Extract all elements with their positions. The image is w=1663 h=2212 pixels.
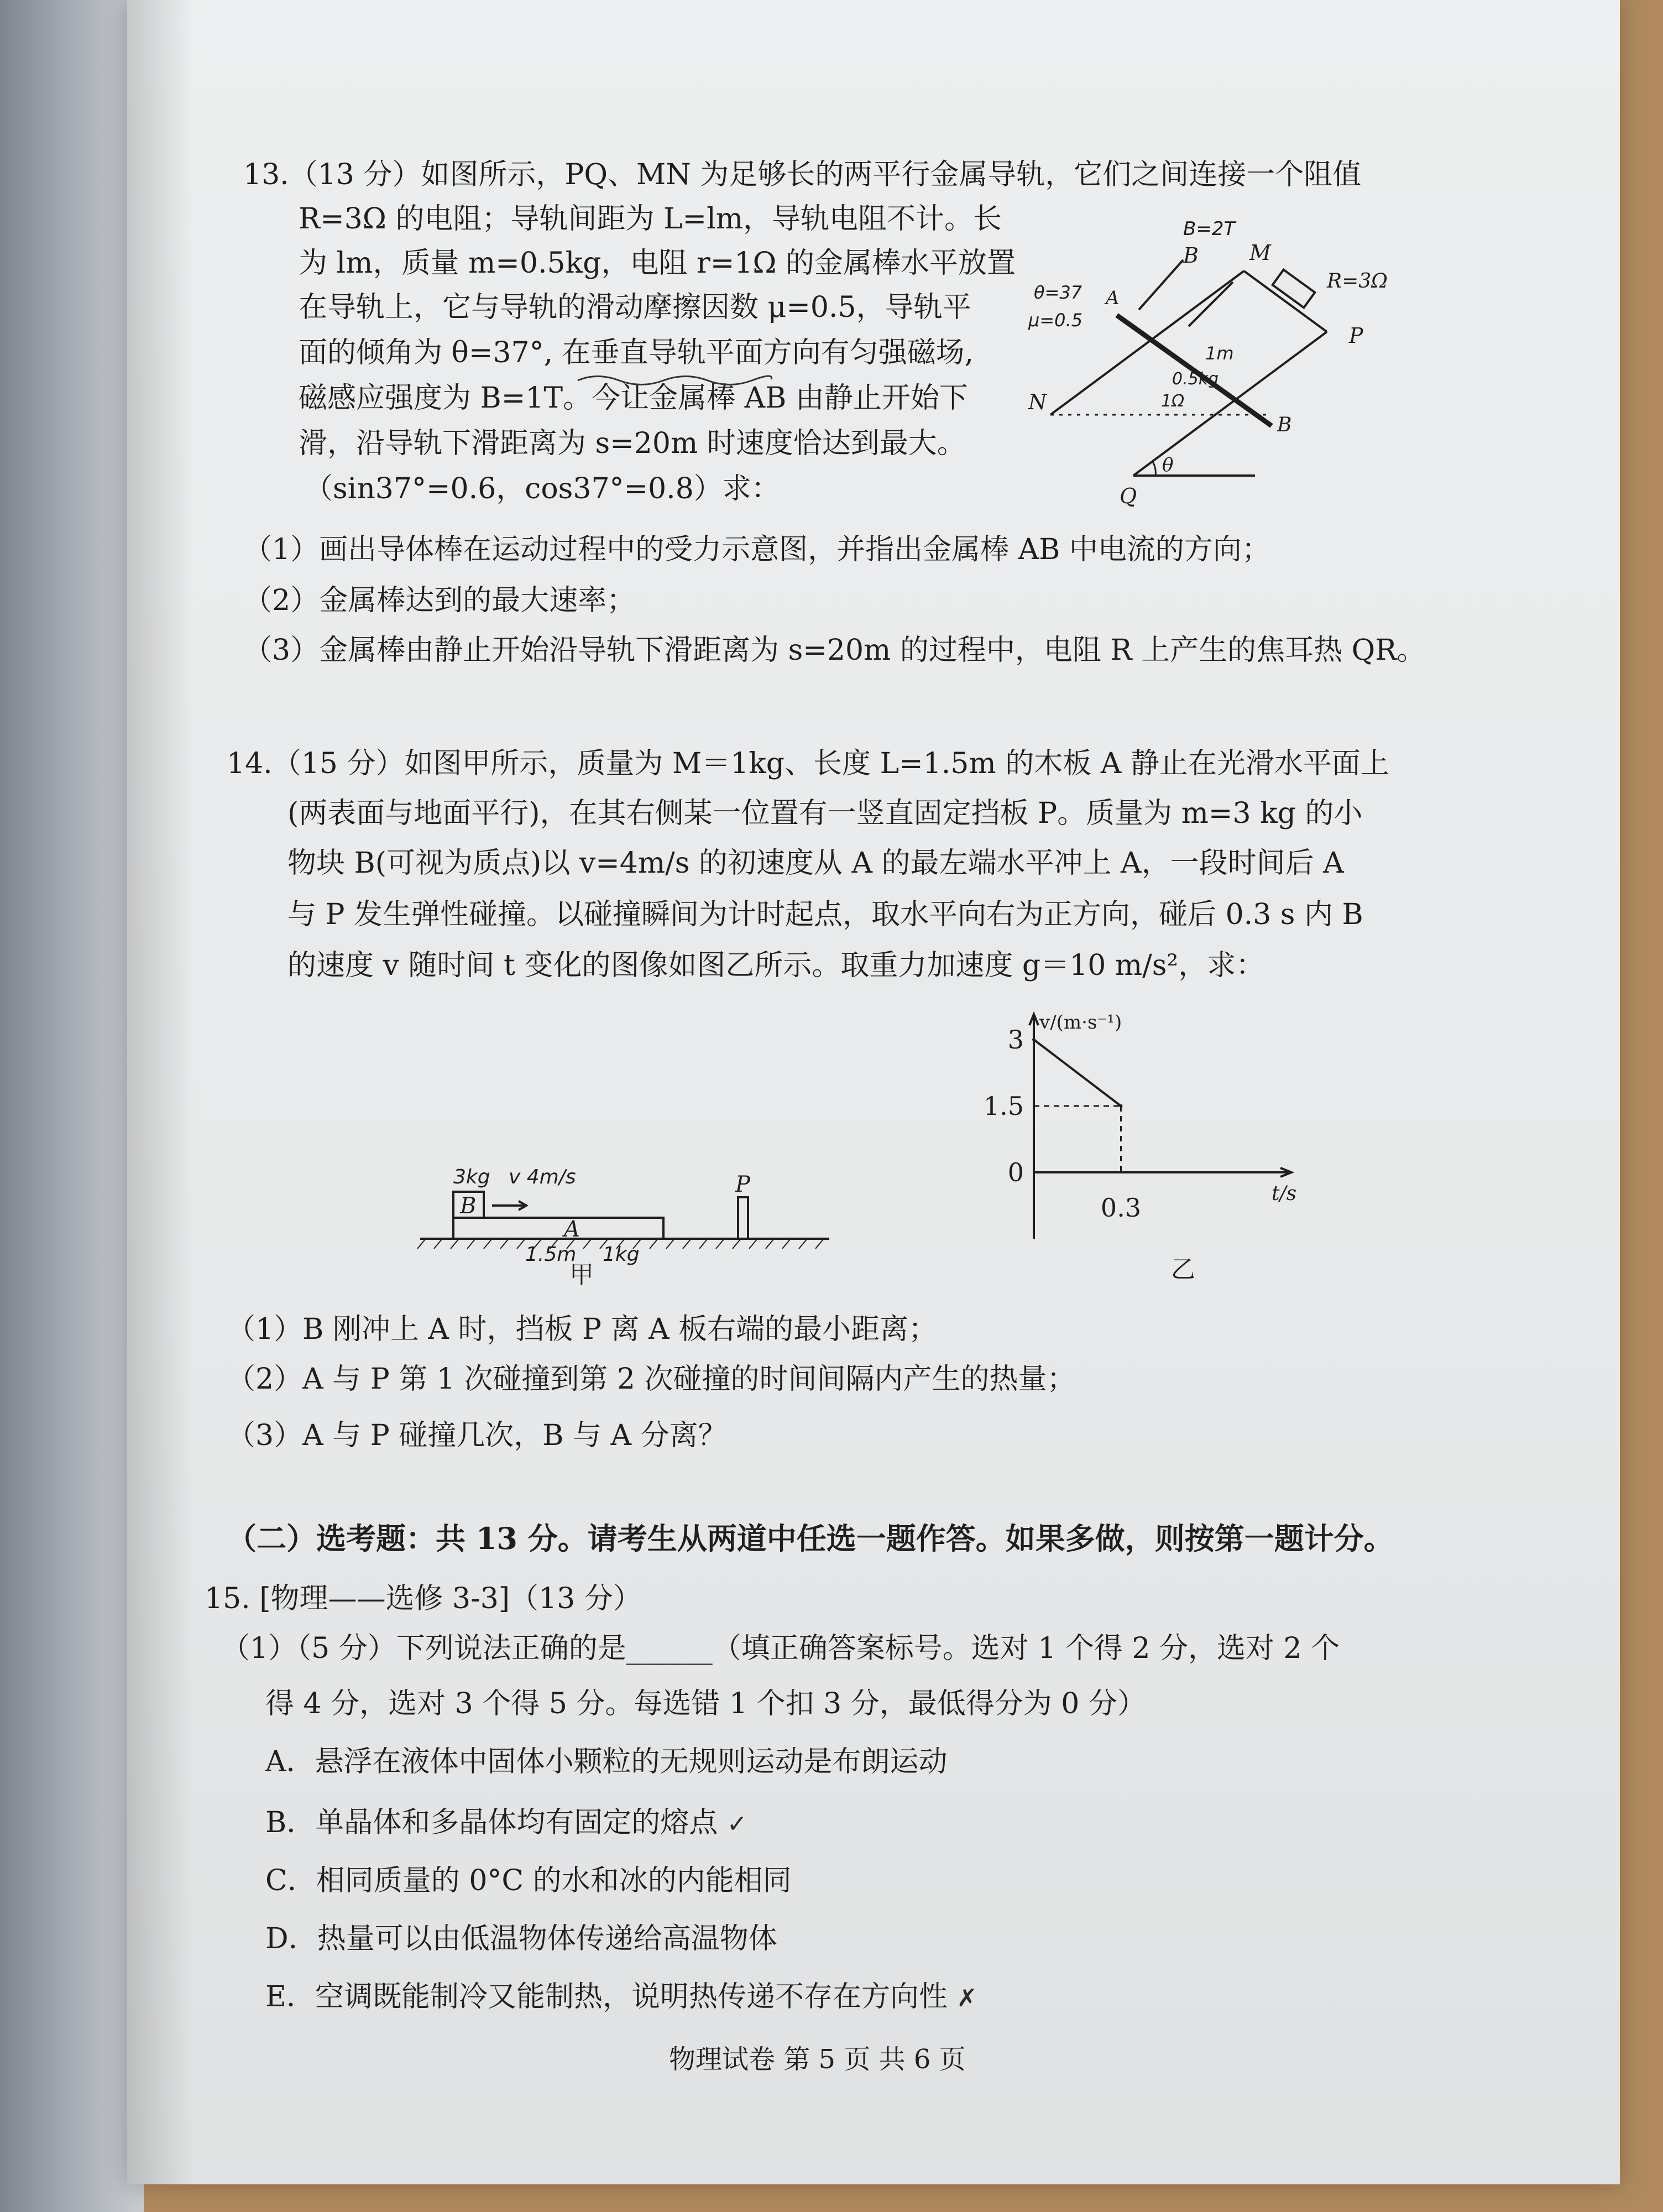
handwritten-underline — [575, 369, 774, 392]
label-r: R=3Ω — [1327, 270, 1388, 293]
y-tick-label: 0 — [1007, 1157, 1024, 1187]
q14-figure-yi-chart — [962, 995, 1349, 1305]
note-length: 1m — [1205, 343, 1234, 364]
board-a — [453, 1218, 663, 1239]
note-mu-value: μ=0.5 — [1028, 310, 1083, 331]
data-point — [1032, 1038, 1036, 1041]
q13-line3: 为 lm，质量 m=0.5kg，电阻 r=1Ω 的金属棒水平放置 — [299, 247, 1016, 280]
label-a: A — [564, 1217, 580, 1242]
resistor-R — [1273, 270, 1315, 308]
caption-yi: 乙 — [1171, 1255, 1195, 1284]
x-tick-label: 0.3 — [1100, 1193, 1142, 1223]
label-p: P — [1349, 324, 1363, 348]
q14-line5: 的速度 v 随时间 t 变化的图像如图乙所示。取重力加速度 g＝10 m/s²，求： — [287, 949, 1265, 982]
q15-1-line1: （1）（5 分）下列说法正确的是______（填正确答案标号。选对 1 个得 2 分，选对 2 个 — [221, 1632, 1340, 1665]
note-r: 1Ω — [1161, 392, 1185, 411]
q14-sub1: （1）B 刚冲上 A 时，挡板 P 离 A 板右端的最小距离； — [227, 1313, 938, 1346]
y-tick-label: 3 — [1007, 1025, 1024, 1055]
note-velocity: v 4m/s — [509, 1166, 576, 1188]
caption-jia: 甲 — [569, 1261, 594, 1289]
q13-line8: （sin37°=0.6，cos37°=0.8）求： — [304, 472, 780, 505]
option-e-text: E．空调既能制冷又能制热，说明热传递不存在方向性 — [265, 1980, 948, 2013]
q13-line1: 13.（13 分）如图所示，PQ、MN 为足够长的两平行金属导轨，它们之间连接一个阻值 — [243, 158, 1362, 191]
label-b-end: B — [1277, 414, 1292, 436]
label-a: A — [1106, 287, 1120, 309]
section2-heading: （二）选考题：共 13 分。请考生从两道中任选一题作答。如果多做，则按第一题计分。 — [227, 1521, 1394, 1556]
q14-sub2: （2）A 与 P 第 1 次碰撞到第 2 次碰撞的时间间隔内产生的热量； — [227, 1363, 1076, 1396]
note-theta-value: θ=37 — [1034, 282, 1082, 303]
label-theta: θ — [1162, 454, 1174, 476]
data-point — [1120, 1104, 1123, 1108]
q13-line4: 在导轨上，它与导轨的滑动摩擦因数 μ=0.5，导轨平 — [299, 291, 971, 324]
binding-fold — [0, 0, 144, 2212]
paper-shadow — [127, 0, 194, 2184]
x-axis-label: t/s — [1272, 1182, 1297, 1205]
note-mass: 0.5kg — [1172, 369, 1219, 389]
label-q: Q — [1120, 484, 1137, 508]
option-e-handmark: ✗ — [956, 1984, 977, 2012]
label-b-field: B — [1183, 243, 1199, 268]
q14-sub3: （3）A 与 P 碰撞几次，B 与 A 分离？ — [227, 1419, 727, 1452]
label-m: M — [1249, 241, 1271, 265]
q14-line3: 物块 B(可视为质点)以 v=4m/s 的初速度从 A 的最左端水平冲上 A，一段时间后 A — [287, 847, 1344, 880]
q13-line5: 面的倾角为 θ=37°, 在垂直导轨平面方向有匀强磁场, — [299, 336, 974, 369]
label-p: P — [735, 1172, 750, 1197]
theta-arc — [1153, 462, 1155, 476]
field-arrow-2 — [1189, 282, 1233, 326]
q13-line6: 磁感应强度为 B=1T。今让金属棒 AB 由静止开始下 — [299, 382, 968, 415]
q13-line2: R=3Ω 的电阻；导轨间距为 L=lm，导轨电阻不计。长 — [299, 202, 1002, 236]
option-d-text: D．热量可以由低温物体传递给高温物体 — [265, 1922, 777, 1955]
q15-1-line2: 得 4 分，选对 3 个得 5 分。每选错 1 个扣 3 分，最低得分为 0 分） — [265, 1687, 1146, 1720]
barrier-p — [738, 1197, 748, 1239]
option-c — [265, 1866, 792, 1895]
option-b-handmark: ✓ — [726, 1810, 747, 1838]
q14-line4: 与 P 发生弹性碰撞。以碰撞瞬间为计时起点，取水平向右为正方向，碰后 0.3 s 内 B — [287, 898, 1363, 931]
q13-sub2: （2）金属棒达到的最大速率； — [243, 584, 636, 617]
option-a — [265, 1747, 948, 1776]
option-a-text: A．悬浮在液体中固体小颗粒的无规则运动是布朗运动 — [265, 1745, 948, 1778]
q13-sub3: （3）金属棒由静止开始沿导轨下滑距离为 s=20m 的过程中，电阻 R 上产生的焦耳热 QR。 — [243, 634, 1426, 667]
velocity-line — [1034, 1040, 1121, 1106]
label-b: B — [460, 1193, 477, 1219]
option-b-text: B．单晶体和多晶体均有固定的熔点 — [265, 1806, 718, 1839]
note-mass-b: 3kg — [453, 1166, 490, 1188]
option-b — [265, 1808, 747, 1837]
option-c-text: C．相同质量的 0°C 的水和冰的内能相同 — [265, 1864, 792, 1897]
q15-title: 15. [物理——选修 3-3]（13 分） — [205, 1582, 642, 1615]
y-tick-label: 1.5 — [983, 1091, 1024, 1121]
q14-figure-jia — [409, 1128, 851, 1294]
note-b-value: B=2T — [1183, 218, 1236, 240]
note-mass-a: 1kg — [603, 1243, 640, 1266]
q13-rail-figure — [1017, 216, 1448, 525]
q14-line2: (两表面与地面平行)，在其右侧某一位置有一竖直固定挡板 P。质量为 m=3 kg 的小 — [287, 797, 1363, 830]
page-footer: 物理试卷 第 5 页 共 6 页 — [669, 2044, 966, 2075]
field-arrow-1 — [1139, 260, 1183, 310]
option-e — [265, 1980, 977, 2013]
q14-line1: 14.（15 分）如图甲所示，质量为 M＝1kg、长度 L=1.5m 的木板 A 静止在光滑水平面上 — [227, 747, 1389, 780]
option-d — [265, 1924, 777, 1953]
label-n: N — [1028, 390, 1047, 414]
q13-sub1: （1）画出导体棒在运动过程中的受力示意图，并指出金属棒 AB 中电流的方向； — [243, 533, 1270, 566]
note-length: 1.5m — [525, 1243, 577, 1266]
q13-line7: 滑，沿导轨下滑距离为 s=20m 时速度恰达到最大。 — [299, 427, 966, 460]
y-axis-label: v/(m·s⁻¹) — [1039, 1011, 1122, 1034]
